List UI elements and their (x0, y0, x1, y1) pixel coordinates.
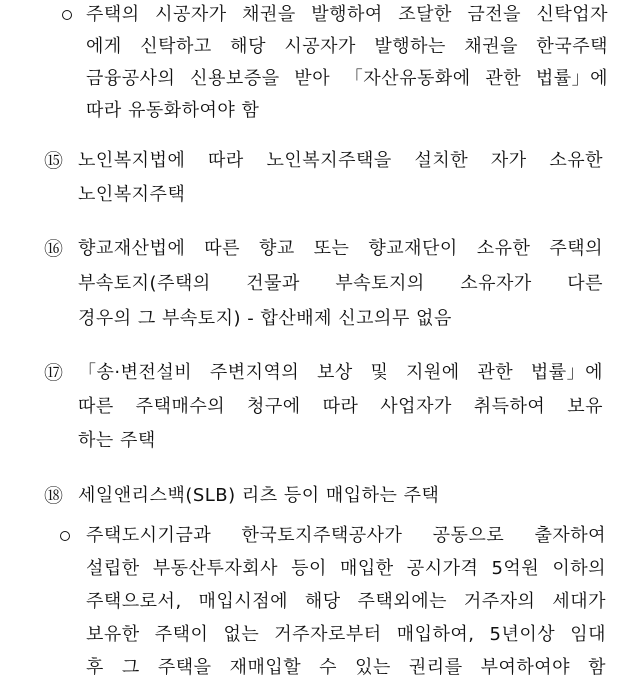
item-number-marker: ⑮ (44, 150, 64, 172)
paragraph-line: 주택의 시공자가 채권을 발행하여 조달한 금전을 신탁업자 (86, 4, 608, 25)
paragraph-line: 후 그 주택을 재매입할 수 있는 권리를 부여하여야 함 (86, 657, 606, 678)
item-line: 경우의 그 부속토지) - 합산배제 신고의무 없음 (78, 308, 452, 329)
paragraph-line: 보유한 주택이 없는 거주자로부터 매입하여, 5년이상 임대 (86, 624, 606, 645)
circle-bullet-icon (62, 10, 72, 20)
item-line: 향교재산법에 따른 향교 또는 향교재단이 소유한 주택의 (78, 238, 603, 259)
item-line: 노인복지법에 따라 노인복지주택을 설치한 자가 소유한 (78, 150, 603, 171)
item-number-marker: ⑱ (44, 485, 64, 507)
item-line: 「송·변전설비 주변지역의 보상 및 지원에 관한 법률」에 (78, 362, 603, 383)
item-line: 세일앤리스백(SLB) 리츠 등이 매입하는 주택 (78, 485, 440, 506)
paragraph-line: 금융공사의 신용보증을 받아 「자산유동화에 관한 법률」에 (86, 68, 608, 89)
paragraph-line: 주택으로서, 매입시점에 해당 주택외에는 거주자의 세대가 (86, 591, 606, 612)
paragraph-line: 설립한 부동산투자회사 등이 매입한 공시가격 5억원 이하의 (86, 558, 606, 579)
item-line: 따른 주택매수의 청구에 따라 사업자가 취득하여 보유 (78, 396, 603, 417)
circle-bullet-icon (60, 531, 70, 541)
item-line: 하는 주택 (78, 430, 156, 451)
item-line: 노인복지주택 (78, 184, 186, 205)
item-line: 부속토지(주택의 건물과 부속토지의 소유자가 다른 (78, 273, 603, 294)
paragraph-line: 따라 유동화하여야 함 (86, 100, 260, 121)
item-number-marker: ⑯ (44, 238, 64, 260)
paragraph-line: 주택도시기금과 한국토지주택공사가 공동으로 출자하여 (86, 525, 606, 546)
paragraph-line: 에게 신탁하고 해당 시공자가 발행하는 채권을 한국주택 (86, 36, 608, 57)
item-number-marker: ⑰ (44, 362, 64, 384)
